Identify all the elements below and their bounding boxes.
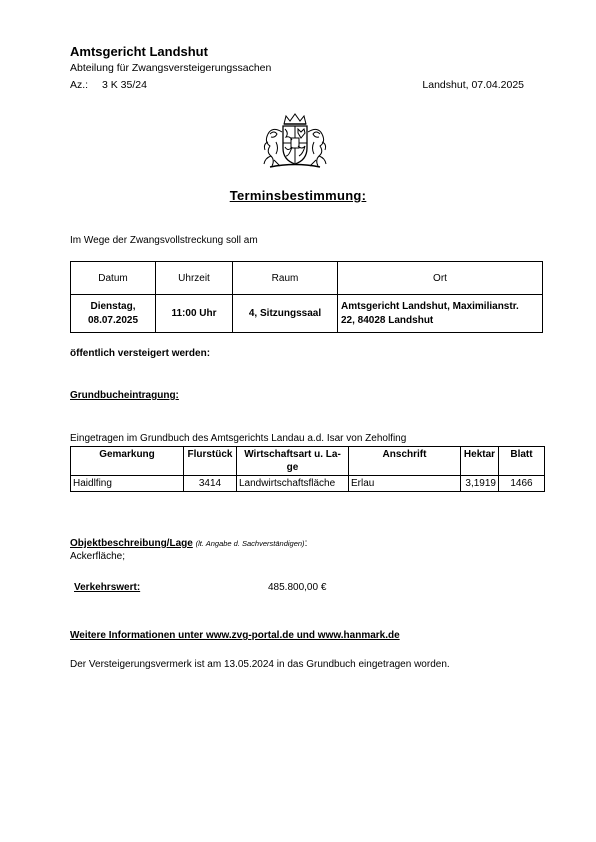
document-title: Terminsbestimmung:: [229, 188, 367, 203]
place-date: Landshut, 07.04.2025: [422, 79, 524, 91]
auction-statement: öffentlich versteigert werden:: [70, 348, 211, 359]
column-header-blatt: Blatt: [499, 447, 545, 476]
column-header-wirtschaftsart: Wirtschaftsart u. La- ge: [237, 447, 349, 476]
bavarian-coat-of-arms-icon: [262, 112, 328, 170]
cell-wirtschaftsart: Landwirtschaftsfläche: [237, 476, 349, 492]
column-header-time: Uhrzeit: [156, 262, 233, 295]
court-department: Abteilung für Zwangsversteigerungssachen: [70, 62, 272, 74]
cell-flurstueck: 3414: [184, 476, 237, 492]
market-value-label: Verkehrswert:: [74, 582, 141, 593]
more-info-link[interactable]: Weitere Informationen unter www.zvg-portal.de und www.hanmark.de: [70, 630, 400, 641]
land-register-intro: Eingetragen im Grundbuch des Amtsgerichts Landau a.d. Isar von Zeholfing: [70, 433, 407, 444]
object-description: Ackerfläche;: [70, 551, 126, 562]
object-description-heading: Objektbeschreibung/Lage (lt. Angabe d. Sachverständigen):: [70, 538, 308, 549]
column-header-room: Raum: [233, 262, 338, 295]
cell-anschrift: Erlau: [349, 476, 461, 492]
column-header-anschrift: Anschrift: [349, 447, 461, 476]
column-header-gemarkung: Gemarkung: [71, 447, 184, 476]
column-header-hektar: Hektar: [461, 447, 499, 476]
cell-hektar: 3,1919: [461, 476, 499, 492]
table-header-row: [71, 447, 545, 476]
column-header-flurstueck: Flurstück: [184, 447, 237, 476]
appointment-table: [70, 261, 543, 333]
market-value: 485.800,00 €: [268, 582, 327, 593]
table-header-row: [71, 262, 543, 295]
appointment-room: 4, Sitzungssaal: [233, 295, 338, 333]
cell-blatt: 1466: [499, 476, 545, 492]
file-number-label: Az.:: [70, 79, 89, 91]
appointment-time: 11:00 Uhr: [156, 295, 233, 333]
table-row: [71, 476, 545, 492]
appointment-place: Amtsgericht Landshut, Maximilianstr. 22, 84028 Landshut: [338, 295, 543, 333]
column-header-date: Datum: [71, 262, 156, 295]
appointment-date: Dienstag, 08.07.2025: [71, 295, 156, 333]
table-row: [71, 295, 543, 333]
land-register-table: [70, 446, 545, 492]
column-header-place: Ort: [338, 262, 543, 295]
court-name: Amtsgericht Landshut: [70, 44, 208, 59]
registration-note: Der Versteigerungsvermerk ist am 13.05.2024 in das Grundbuch eingetragen worden.: [70, 659, 450, 670]
land-register-heading: Grundbucheintragung:: [70, 390, 179, 401]
file-number: 3 K 35/24: [102, 79, 147, 91]
expert-note: (lt. Angabe d. Sachverständigen): [195, 539, 305, 548]
intro-text: Im Wege der Zwangsvollstreckung soll am: [70, 235, 258, 246]
cell-gemarkung: Haidlfing: [71, 476, 184, 492]
